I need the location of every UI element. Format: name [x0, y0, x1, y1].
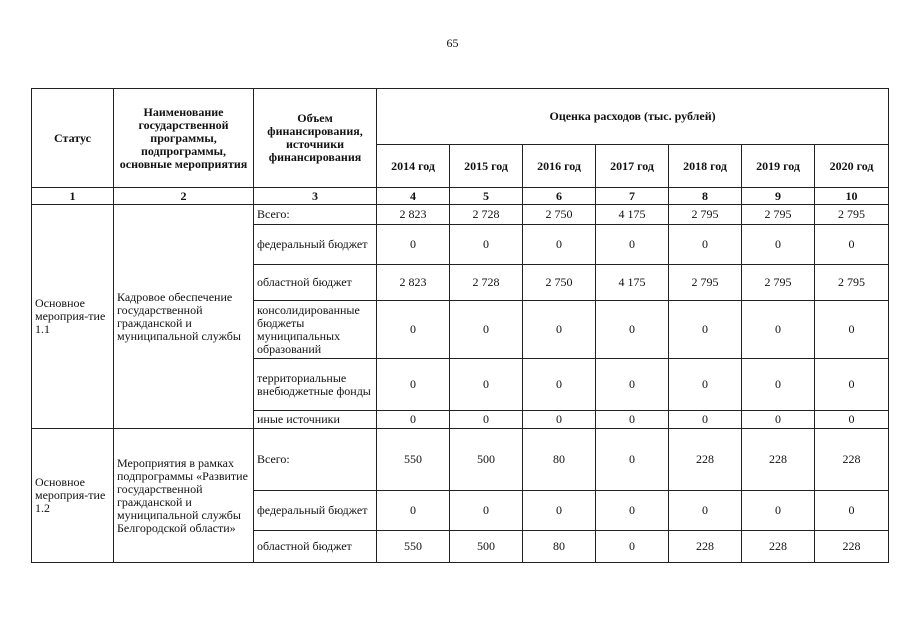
value-cell: 0: [523, 411, 596, 429]
status-cell: Основное мероприя-тие 1.1: [32, 205, 114, 429]
value-cell: 4 175: [596, 265, 669, 301]
value-cell: 0: [450, 411, 523, 429]
value-cell: 228: [669, 531, 742, 563]
value-cell: 0: [669, 225, 742, 265]
value-cell: 2 750: [523, 265, 596, 301]
value-cell: 0: [742, 411, 815, 429]
program-name-cell: Мероприятия в рамках подпрограммы «Развитие государственной гражданской и муниципальной службы Белгородской области»: [114, 429, 254, 563]
value-cell: 0: [450, 225, 523, 265]
header-year: 2016 год: [523, 145, 596, 188]
value-cell: 0: [377, 225, 450, 265]
header-year: 2020 год: [815, 145, 889, 188]
value-cell: 2 795: [742, 265, 815, 301]
value-cell: 0: [669, 491, 742, 531]
column-number: 10: [815, 188, 889, 205]
header-year: 2018 год: [669, 145, 742, 188]
value-cell: 228: [815, 531, 889, 563]
program-name-cell: Кадровое обеспечение государственной гражданской и муниципальной службы: [114, 205, 254, 429]
value-cell: 0: [377, 359, 450, 411]
value-cell: 550: [377, 531, 450, 563]
header-year: 2019 год: [742, 145, 815, 188]
table-row: [32, 205, 889, 225]
column-number: 6: [523, 188, 596, 205]
value-cell: 0: [815, 491, 889, 531]
value-cell: 0: [669, 411, 742, 429]
value-cell: 0: [523, 359, 596, 411]
source-cell: иные источники: [254, 411, 377, 429]
value-cell: 80: [523, 429, 596, 491]
value-cell: 0: [377, 411, 450, 429]
value-cell: 0: [377, 491, 450, 531]
source-cell: областной бюджет: [254, 265, 377, 301]
value-cell: 0: [742, 359, 815, 411]
value-cell: 0: [742, 491, 815, 531]
value-cell: 80: [523, 531, 596, 563]
value-cell: 2 823: [377, 265, 450, 301]
value-cell: 500: [450, 429, 523, 491]
value-cell: 0: [596, 411, 669, 429]
source-cell: федеральный бюджет: [254, 225, 377, 265]
value-cell: 550: [377, 429, 450, 491]
value-cell: 0: [669, 359, 742, 411]
value-cell: 0: [596, 429, 669, 491]
value-cell: 0: [815, 225, 889, 265]
value-cell: 0: [596, 359, 669, 411]
column-number: 7: [596, 188, 669, 205]
budget-table: [31, 88, 889, 563]
value-cell: 2 795: [815, 265, 889, 301]
value-cell: 0: [450, 491, 523, 531]
value-cell: 2 728: [450, 265, 523, 301]
header-status: Статус: [32, 89, 114, 188]
value-cell: 0: [523, 301, 596, 359]
value-cell: 2 795: [815, 205, 889, 225]
header-year: 2015 год: [450, 145, 523, 188]
value-cell: 228: [669, 429, 742, 491]
header-year: 2017 год: [596, 145, 669, 188]
value-cell: 0: [450, 359, 523, 411]
value-cell: 500: [450, 531, 523, 563]
value-cell: 4 175: [596, 205, 669, 225]
column-number: 2: [114, 188, 254, 205]
source-cell: областной бюджет: [254, 531, 377, 563]
source-cell: консолидированные бюджеты муниципальных образований: [254, 301, 377, 359]
column-number: 1: [32, 188, 114, 205]
value-cell: 0: [523, 225, 596, 265]
value-cell: 0: [596, 491, 669, 531]
value-cell: 0: [596, 531, 669, 563]
table-row: [32, 429, 889, 491]
value-cell: 0: [742, 301, 815, 359]
value-cell: 0: [669, 301, 742, 359]
source-cell: Всего:: [254, 429, 377, 491]
value-cell: 2 795: [669, 205, 742, 225]
value-cell: 2 750: [523, 205, 596, 225]
value-cell: 228: [742, 531, 815, 563]
column-number: 4: [377, 188, 450, 205]
header-program-name: Наименование государственной программы, подпрограммы, основные мероприятия: [114, 89, 254, 188]
column-number-row: [32, 188, 889, 205]
value-cell: 228: [815, 429, 889, 491]
page-number: 65: [446, 36, 459, 50]
header-year: 2014 год: [377, 145, 450, 188]
value-cell: 0: [450, 301, 523, 359]
source-cell: Всего:: [254, 205, 377, 225]
value-cell: 0: [523, 491, 596, 531]
source-cell: федеральный бюджет: [254, 491, 377, 531]
column-number: 5: [450, 188, 523, 205]
value-cell: 0: [596, 225, 669, 265]
header-expenses: Оценка расходов (тыс. рублей): [377, 89, 889, 145]
value-cell: 0: [815, 411, 889, 429]
value-cell: 2 795: [742, 205, 815, 225]
source-cell: территориальные внебюджетные фонды: [254, 359, 377, 411]
value-cell: 2 728: [450, 205, 523, 225]
value-cell: 0: [815, 359, 889, 411]
status-cell: Основное мероприя-тие 1.2: [32, 429, 114, 563]
column-number: 3: [254, 188, 377, 205]
value-cell: 2 823: [377, 205, 450, 225]
value-cell: 228: [742, 429, 815, 491]
value-cell: 0: [377, 301, 450, 359]
column-number: 8: [669, 188, 742, 205]
value-cell: 0: [815, 301, 889, 359]
header-financing: Объем финансирования, источники финансирования: [254, 89, 377, 188]
value-cell: 0: [742, 225, 815, 265]
column-number: 9: [742, 188, 815, 205]
value-cell: 0: [596, 301, 669, 359]
value-cell: 2 795: [669, 265, 742, 301]
